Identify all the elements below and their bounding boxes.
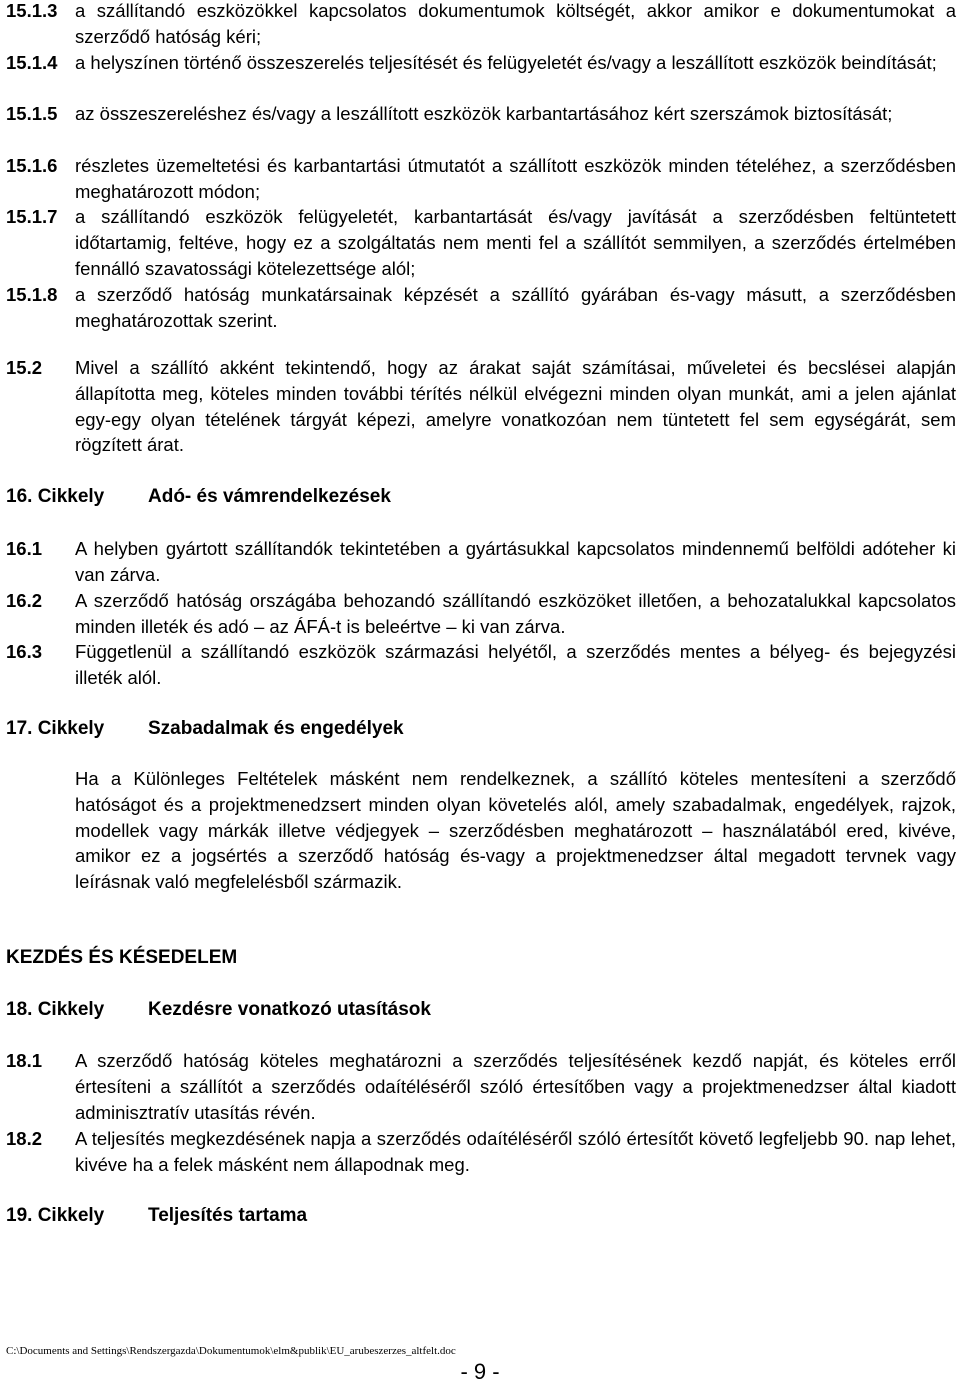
paragraph-text: Mivel a szállító akként tekintendő, hogy az árakat saját számításai, műveletei és becslései alapján állapította meg, köteles minden további térítés nélkül elvégezni minden olyan munkát, ami a jelen ajánlat egy-egy olyan tételének tárgyát képezi, amelyre vonatkozóan nem tüntetett fel sem egységárát, sem rögzített árat. (75, 357, 956, 456)
paragraph-text: Függetlenül a szállítandó eszközök származási helyétől, a szerződés mentes a bélyeg- és bejegyzési illeték alól. (75, 641, 956, 688)
footer-file-path: C:\Documents and Settings\Rendszergazda\Dokumentumok\elm&publik\EU_arubeszerzes_altfelt.doc (6, 1345, 456, 1357)
article-title: Szabadalmak és engedélyek (148, 718, 404, 739)
item-text: a szállítandó eszközökkel kapcsolatos dokumentumok költségét, akkor amikor e dokumentumokat a szerződő hatóság kéri; (75, 0, 956, 47)
article-heading (6, 484, 391, 510)
item-number: 15.1.4 (6, 52, 58, 73)
section-title: KEZDÉS ÉS KÉSEDELEM (6, 947, 238, 968)
paragraph-text: A szerződő hatóság országába behozandó szállítandó eszközöket illetően, a behozatalukkal kapcsolatos minden illeték és adó – az ÁFÁ-t is beleértve – ki van zárva. (75, 590, 956, 637)
article-heading (6, 716, 404, 742)
paragraph-number: 18.2 (6, 1128, 43, 1149)
paragraph-text: A helyben gyártott szállítandók tekintetében a gyártásukkal kapcsolatos mindennemű belföldi adóteher ki van zárva. (75, 538, 956, 585)
item-number: 15.1.7 (6, 206, 58, 227)
paragraph-number: 16.1 (6, 538, 43, 559)
paragraph-text: A szerződő hatóság köteles meghatározni a szerződés teljesítésének kezdő napját, és köteles erről értesíteni a szállítót a szerződés odaítéléséről szóló értesítőben vagy a projektmenedzser által kiadott adminisztratív utasítás révén. (75, 1050, 956, 1123)
article-number: 18. Cikkely (6, 999, 105, 1020)
paragraph-number: 15.2 (6, 357, 43, 378)
article-number: 17. Cikkely (6, 718, 105, 739)
paragraph-17: Ha a Különleges Feltételek másként nem rendelkeznek, a szállító köteles mentesíteni a szerződő hatóságot és a projektmenedzsert minden olyan követelés alól, amely szabadalmak, engedélyek, rajzok, modellek vagy márkák illetve védjegyek – szerződésben meghatározott – használatából ered, kivéve, amikor ez a jogsértés a szerződő hatóság és-vagy a projektmenedzser által megadott tervnek vagy leírásnak való megfelelésből származik. (75, 768, 956, 893)
paragraph-text: A teljesítés megkezdésének napja a szerződés odaítéléséről szóló értesítőt követő legfeljebb 90. nap lehet, kivéve ha a felek másként nem állapodnak meg. (75, 1128, 956, 1175)
article-title: Kezdésre vonatkozó utasítások (148, 999, 431, 1020)
paragraph-number: 16.3 (6, 641, 43, 662)
article-heading (6, 1203, 307, 1229)
item-text: a szállítandó eszközök felügyeletét, karbantartását és/vagy javítását a szerződésben feltüntetett időtartamig, feltéve, hogy ez a szolgáltatás nem menti fel a szállítót semmilyen, a szerződés értelmében fennálló szavatossági kötelezettsége alól; (75, 206, 956, 279)
paragraph-16-2 (6, 588, 956, 640)
list-item (6, 0, 956, 50)
article-number: 16. Cikkely (6, 486, 105, 507)
paragraph-15-2 (6, 355, 956, 458)
item-number: 15.1.8 (6, 284, 58, 305)
article-heading (6, 997, 431, 1023)
item-text: részletes üzemeltetési és karbantartási útmutatót a szállított eszközök minden tételéhez, a szerződésben meghatározott módon; (75, 155, 956, 202)
list-item (6, 204, 956, 281)
page-number: - 9 - (460, 1359, 500, 1384)
article-title: Adó- és vámrendelkezések (148, 486, 391, 507)
list-item (6, 153, 956, 205)
article-number: 19. Cikkely (6, 1205, 105, 1226)
item-text: az összeszereléshez és/vagy a leszállított eszközök karbantartásához kért szerszámok biztosítását; (75, 103, 893, 124)
item-number: 15.1.3 (6, 0, 58, 21)
paragraph-16-1 (6, 536, 956, 588)
paragraph-16-3 (6, 639, 956, 691)
item-number: 15.1.6 (6, 155, 58, 176)
paragraph-18-1 (6, 1048, 956, 1125)
list-item (6, 50, 956, 76)
item-text: a helyszínen történő összeszerelés teljesítését és felügyeletét és/vagy a leszállított eszközök beindítását; (75, 52, 937, 73)
list-item (6, 101, 956, 127)
paragraph-number: 16.2 (6, 590, 43, 611)
paragraph-18-2 (6, 1126, 956, 1178)
paragraph-number: 18.1 (6, 1050, 43, 1071)
article-title: Teljesítés tartama (148, 1205, 308, 1226)
item-number: 15.1.5 (6, 103, 58, 124)
list-item (6, 282, 956, 334)
item-text: a szerződő hatóság munkatársainak képzését a szállító gyárában és-vagy másutt, a szerződésben meghatározottak szerint. (75, 284, 956, 331)
